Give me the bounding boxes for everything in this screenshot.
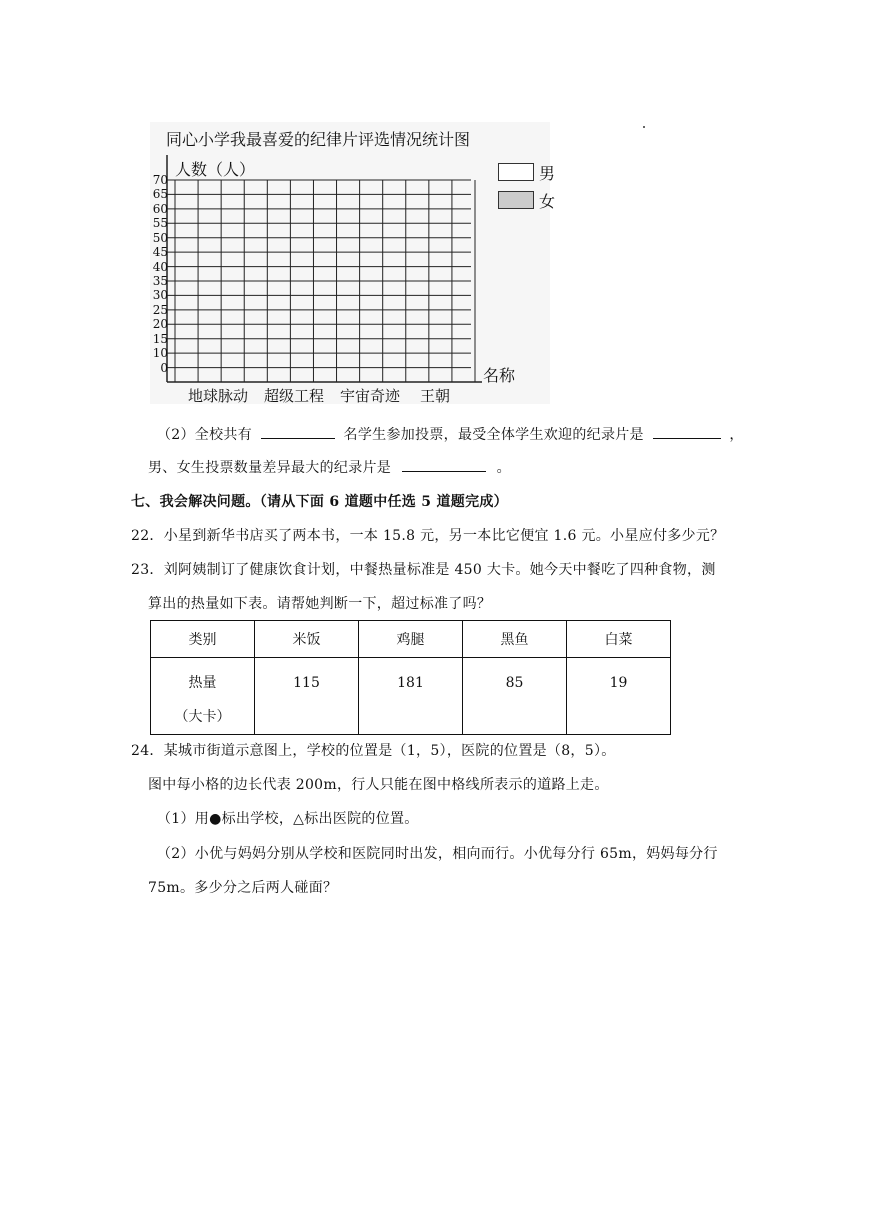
chart-title: 同心小学我最喜爱的纪律片评选情况统计图 — [166, 130, 471, 149]
q2-text-b: 名学生参加投票，最受全体学生欢迎的纪录片是 — [343, 427, 644, 443]
table-row-label — [151, 658, 255, 735]
table-cell — [463, 658, 567, 735]
calorie-table — [150, 620, 671, 735]
question-24-line-4: （2）小优与妈妈分别从学校和医院同时出发，相向而行。小优每分行 65m，妈妈每分行 — [157, 846, 718, 862]
category-label: 宇宙奇迹 — [340, 387, 401, 405]
question-22: 22．小星到新华书店买了两本书，一本 15.8 元，另一本比它便宜 1.6 元。小星应付多少元？ — [131, 528, 725, 544]
legend-label-male: 男 — [539, 164, 556, 183]
y-tick-label: 50 — [152, 230, 168, 245]
q2-text-d: 男、女生投票数量差异最大的纪录片是 — [148, 460, 392, 476]
question-23-line-1: 23．刘阿姨制订了健康饮食计划，中餐热量标准是 450 大卡。她今天中餐吃了四种食物，测 — [131, 562, 716, 578]
table-header-cell: 黑鱼 — [463, 621, 567, 658]
table-cell — [567, 658, 671, 735]
table-cell — [255, 658, 359, 735]
table-header-cell: 米饭 — [255, 621, 359, 658]
q2-text-c: ， — [729, 427, 744, 443]
answer-blank-difference[interactable] — [402, 457, 486, 472]
question-24-line-3: （1）用●标出学校，△标出医院的位置。 — [157, 811, 419, 827]
cell-value: 181 — [397, 675, 424, 691]
question-23-line-2: 算出的热量如下表。请帮她判断一下，超过标准了吗？ — [148, 596, 492, 612]
table-header-row — [151, 621, 671, 658]
cell-value: 115 — [293, 675, 320, 691]
cell-value: 85 — [505, 675, 524, 691]
question-24-line-2: 图中每小格的边长代表 200m，行人只能在图中格线所表示的道路上走。 — [148, 777, 609, 793]
y-tick-label: 60 — [152, 201, 168, 216]
chart-y-label: 人数（人） — [175, 160, 256, 179]
table-header-cell: 白菜 — [567, 621, 671, 658]
legend-swatch-female — [498, 191, 534, 209]
y-tick-label: 30 — [152, 288, 168, 303]
scan-dot — [643, 126, 645, 128]
table-cell — [359, 658, 463, 735]
chart-x-label: 名称 — [483, 366, 516, 385]
table-header-cell: 鸡腿 — [359, 621, 463, 658]
row-label-line-2: （大卡） — [174, 709, 231, 725]
y-tick-label: 15 — [152, 331, 168, 346]
row-label-line-1: 热量 — [188, 675, 217, 691]
q2-text-e: 。 — [496, 460, 511, 476]
category-label: 王朝 — [420, 387, 451, 405]
y-tick-label: 55 — [152, 216, 168, 231]
question-2-line-2 — [148, 457, 511, 477]
y-tick-label: 40 — [152, 259, 168, 274]
question-2-line-1 — [157, 424, 744, 444]
table-row — [151, 658, 671, 735]
y-tick-label: 20 — [152, 317, 168, 332]
category-label: 超级工程 — [264, 387, 325, 405]
y-tick-label: 45 — [152, 245, 168, 260]
y-tick-label: 70 — [152, 173, 168, 187]
y-tick-label: 10 — [152, 346, 168, 361]
legend-label-female: 女 — [539, 192, 556, 211]
section-7-heading: 七、我会解决问题。（请从下面 6 道题中任选 5 道题完成） — [131, 494, 508, 510]
question-24-line-5: 75m。多少分之后两人碰面？ — [148, 880, 338, 896]
q2-text-a: （2）全校共有 — [157, 427, 253, 443]
answer-blank-total[interactable] — [261, 424, 335, 439]
question-24-line-1: 24．某城市街道示意图上，学校的位置是（1，5），医院的位置是（8，5）。 — [131, 743, 616, 759]
y-tick-label: 35 — [152, 274, 168, 288]
legend-swatch-male — [498, 163, 534, 181]
category-label: 地球脉动 — [188, 387, 249, 405]
y-tick-label: 0 — [160, 360, 168, 375]
y-tick-label: 65 — [152, 187, 168, 202]
table-header-cell: 类别 — [151, 621, 255, 658]
chart-grid — [150, 150, 490, 390]
y-tick-label: 25 — [152, 302, 168, 317]
cell-value: 19 — [609, 675, 628, 691]
answer-blank-favorite[interactable] — [653, 424, 721, 439]
